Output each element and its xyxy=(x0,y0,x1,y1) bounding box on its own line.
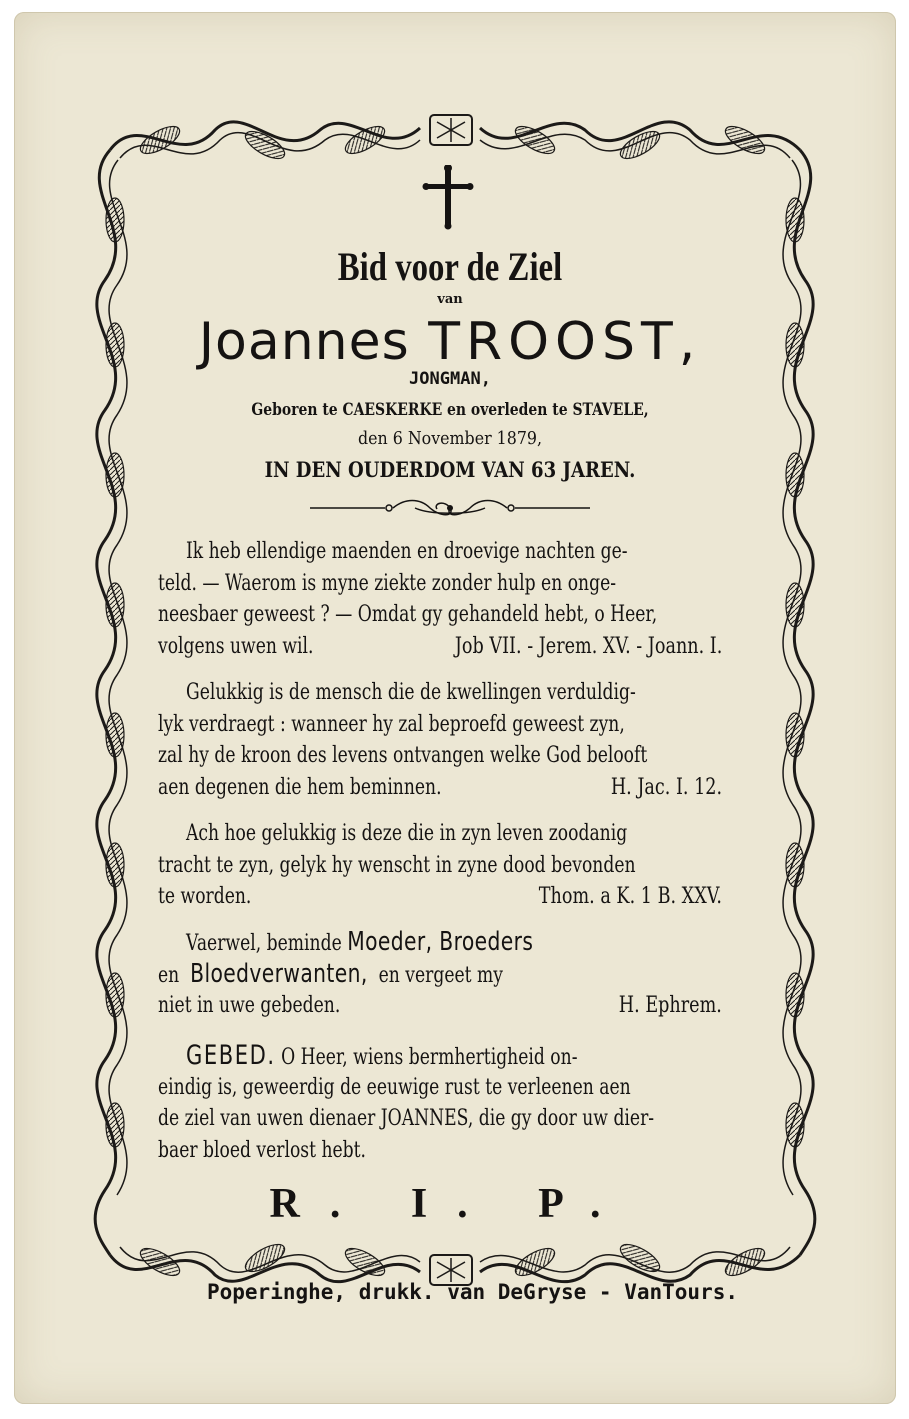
text-line xyxy=(186,1040,577,1074)
van-label: van xyxy=(437,292,463,307)
prayer-heading: Bid voor de Ziel xyxy=(337,244,563,289)
text-line: volgens uwen wil. xyxy=(158,633,314,659)
date-line: den 6 November 1879, xyxy=(357,428,543,449)
paragraph-prayer xyxy=(158,1040,750,1166)
farewell-cont: en vergeet my xyxy=(378,962,503,988)
cross-icon xyxy=(418,165,478,230)
surname: TROOST, xyxy=(428,312,702,372)
printer-credit: Poperinghe, drukk. van DeGryse - VanTours. xyxy=(206,1280,738,1304)
age-line: IN DEN OUDERDOM VAN 63 JAREN. xyxy=(264,457,636,482)
text-line: de ziel van uwen dienaer JOANNES, die gy door uw dier- xyxy=(158,1106,655,1131)
prayer-start: O Heer, wiens bermhertigheid on- xyxy=(281,1045,578,1070)
text-line: neesbaer geweest ? — Omdat gy gehandeld hebt, o Heer, xyxy=(158,602,658,627)
rip-closing: R. I. P. xyxy=(269,1181,631,1227)
paragraph-thomas xyxy=(158,818,750,913)
family-names-1: Moeder, Broeders xyxy=(347,927,534,957)
text-line: Gelukkig is de mensch die de kwellingen verduldig- xyxy=(186,680,636,705)
en-label: en xyxy=(158,962,180,988)
text-line: zal hy de kroon des levens ontvangen welke God belooft xyxy=(158,743,648,768)
text-line: lyk verdraegt : wanneer hy zal beproefd geweest zyn, xyxy=(158,711,625,737)
text-line: teld. — Waerom is myne ziekte zonder hulp en onge- xyxy=(158,570,617,596)
text-line: niet in uwe gebeden. xyxy=(158,993,341,1018)
scripture-reference: Job VII. - Jerem. XV. - Joann. I. xyxy=(454,633,722,659)
text-line: te worden. xyxy=(158,884,252,909)
text-line: aen degenen die hem beminnen. xyxy=(158,774,442,800)
scripture-reference: H. Jac. I. 12. xyxy=(610,774,722,800)
deceased-name xyxy=(100,312,800,372)
paragraph-job xyxy=(158,536,750,662)
scripture-reference: H. Ephrem. xyxy=(618,993,722,1018)
farewell-intro: Vaerwel, beminde xyxy=(186,931,342,956)
scripture-reference: Thom. a K. 1 B. XXV. xyxy=(538,884,722,909)
ornamental-divider xyxy=(305,495,595,521)
text-line: tracht te zyn, gelyk hy wenscht in zyne dood bevonden xyxy=(158,852,636,878)
paragraph-farewell xyxy=(158,927,750,1022)
text-line: eindig is, geweerdig de eeuwige rust te verleenen aen xyxy=(158,1074,631,1100)
text-line xyxy=(158,959,503,992)
text-line: Ach hoe gelukkig is deze die in zyn leven zoodanig xyxy=(186,821,628,846)
birth-death-line: Geboren te CAESKERKE en overleden te STAVELE, xyxy=(251,400,649,420)
status-line: JONGMAN, xyxy=(409,369,491,389)
family-names-2: Bloedverwanten, xyxy=(190,958,368,989)
paragraph-james xyxy=(158,677,750,803)
gebed-heading: GEBED. xyxy=(186,1040,276,1071)
text-line: Ik heb ellendige maenden en droevige nachten ge- xyxy=(186,539,628,564)
first-name: Joannes xyxy=(198,312,410,372)
text-line xyxy=(186,927,533,960)
text-line: baer bloed verlost hebt. xyxy=(158,1137,367,1163)
